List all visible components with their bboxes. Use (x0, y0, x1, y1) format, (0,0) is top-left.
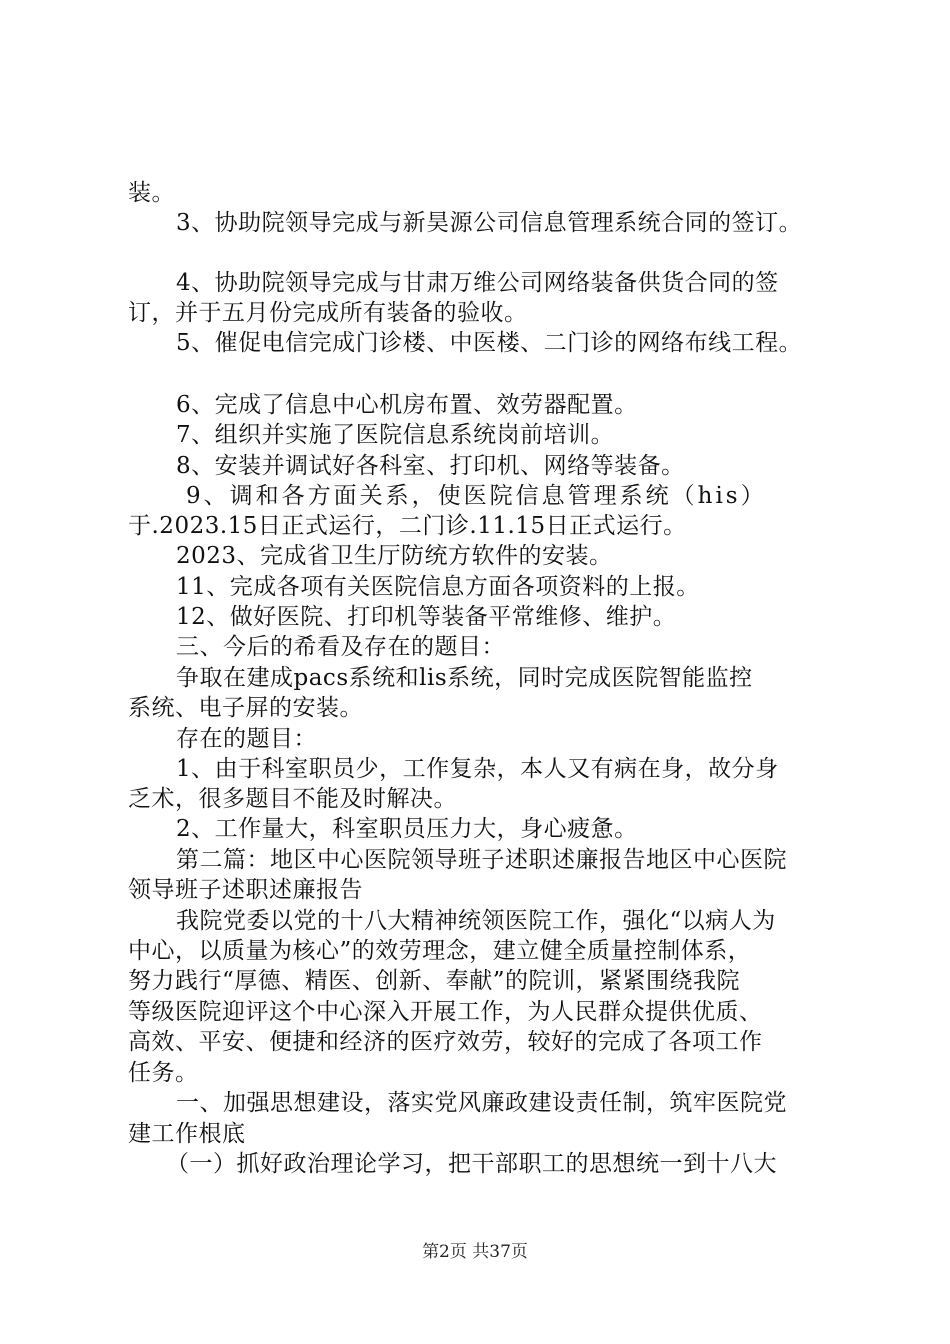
text-line: 于.2023.15日正式运行，二门诊.11.15日正式运行。 (128, 513, 687, 539)
text-line: 1、由于科室职员少，工作复杂，本人又有病在身，故分身 (176, 756, 779, 782)
text-line: 努力践行“厚德、精医、创新、奉献”的院训，紧紧围绕我院 (128, 968, 741, 994)
text-line: （一）抓好政治理论学习，把干部职工的思想统一到十八大 (166, 1151, 777, 1177)
text-line: 9、调和各方面关系，使医院信息管理系统（his） (186, 483, 767, 509)
text-line: 7、组织并实施了医院信息系统岗前培训。 (176, 422, 615, 448)
text-line: 领导班子述职述廉报告 (128, 877, 363, 903)
text-line: 订，并于五月份完成所有装备的验收。 (128, 300, 528, 326)
text-line: 2、工作量大，科室职员压力大，身心疲惫。 (176, 816, 638, 842)
page-number-footer: 第2页 共37页 (422, 1242, 528, 1262)
text-line: 等级医院迎评这个中心深入开展工作，为人民群众提供优质、 (128, 999, 763, 1025)
text-line: 任务。 (128, 1060, 199, 1086)
text-line: 高效、平安、便捷和经济的医疗效劳，较好的完成了各项工作 (128, 1029, 763, 1055)
text-line: 第二篇：地区中心医院领导班子述职述廉报告地区中心医院 (176, 847, 787, 873)
text-line: 乏术，很多题目不能及时解决。 (128, 786, 457, 812)
text-line: 三、今后的希看及存在的题目： (176, 634, 505, 660)
text-line: 建工作根底 (128, 1121, 246, 1147)
text-line: 8、安装并调试好各科室、打印机、网络等装备。 (176, 453, 685, 479)
text-line: 系统、电子屏的安装。 (128, 695, 363, 721)
text-line: 一、加强思想建设，落实党风廉政建设责任制，筑牢医院党 (176, 1090, 787, 1116)
text-line: 5、催促电信完成门诊楼、中医楼、二门诊的网络布线工程。 (176, 330, 803, 356)
text-line: 2023、完成省卫生厅防统方软件的安装。 (176, 543, 613, 569)
text-line: 争取在建成pacs系统和lis系统，同时完成医院智能监控 (176, 665, 753, 691)
text-line: 4、协助院领导完成与甘肃万维公司网络装备供货合同的签 (176, 270, 779, 296)
text-line: 6、完成了信息中心机房布置、效劳器配置。 (176, 392, 638, 418)
text-line: 存在的题目： (176, 726, 317, 752)
text-line: 11、完成各项有关医院信息方面各项资料的上报。 (176, 574, 700, 600)
text-line: 中心，以质量为核心”的效劳理念，建立健全质量控制体系， (128, 938, 752, 964)
text-line: 我院党委以党的十八大精神统领医院工作，强化“以病人为 (176, 908, 776, 934)
text-line: 12、做好医院、打印机等装备平常维修、维护。 (176, 604, 677, 630)
text-line: 装。 (128, 180, 175, 206)
text-line: 3、协助院领导完成与新昊源公司信息管理系统合同的签订。 (176, 210, 803, 236)
